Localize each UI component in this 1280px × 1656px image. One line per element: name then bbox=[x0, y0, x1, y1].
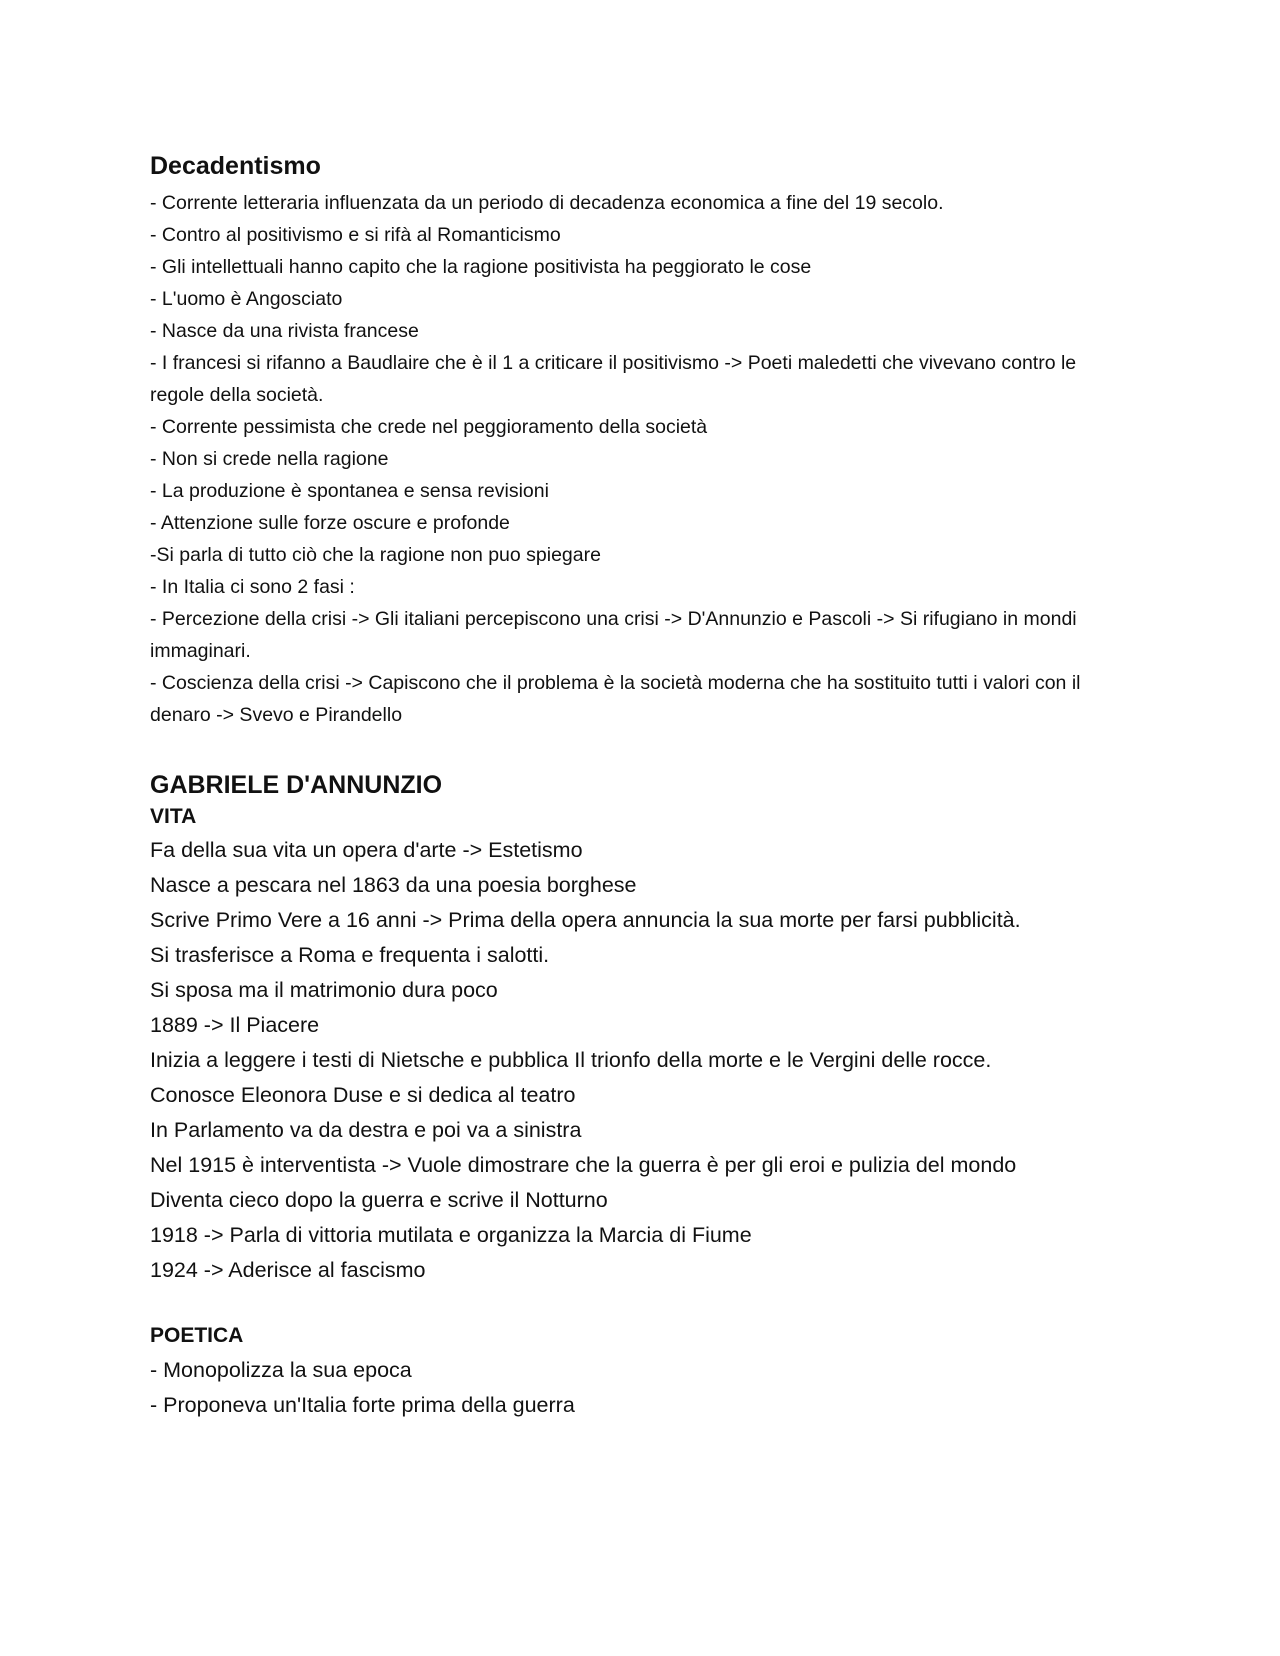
list-item: Scrive Primo Vere a 16 anni -> Prima della opera annuncia la sua morte per farsi pubblicità. bbox=[150, 908, 1021, 933]
section-title-dannunzio: GABRIELE D'ANNUNZIO bbox=[150, 770, 443, 799]
list-item: - I francesi si rifanno a Baudlaire che è il 1 a criticare il positivismo -> Poeti maledetti che vivevano contro le regole della società. bbox=[150, 351, 1077, 406]
list-item: - Non si crede nella ragione bbox=[150, 447, 389, 470]
section-title-decadentismo: Decadentismo bbox=[150, 152, 321, 180]
decadentismo-list bbox=[150, 187, 1130, 731]
list-item: Fa della sua vita un opera d'arte -> Estetismo bbox=[150, 838, 583, 863]
list-item: Diventa cieco dopo la guerra e scrive il Notturno bbox=[150, 1188, 608, 1213]
list-item: - La produzione è spontanea e sensa revisioni bbox=[150, 479, 549, 502]
list-item: 1924 -> Aderisce al fascismo bbox=[150, 1258, 426, 1283]
list-item: Si trasferisce a Roma e frequenta i salotti. bbox=[150, 943, 550, 968]
list-item: 1918 -> Parla di vittoria mutilata e organizza la Marcia di Fiume bbox=[150, 1223, 752, 1248]
list-item: - Coscienza della crisi -> Capiscono che il problema è la società moderna che ha sostituito tutti i valori con il denaro -> Svevo e Pirandello bbox=[150, 671, 1081, 726]
section-spacer bbox=[150, 1288, 1130, 1322]
list-item: - Percezione della crisi -> Gli italiani percepiscono una crisi -> D'Annunzio e Pascoli -> Si rifugiano in mondi immaginari. bbox=[150, 607, 1077, 662]
list-item: - Proponeva un'Italia forte prima della guerra bbox=[150, 1392, 575, 1417]
list-item: -Si parla di tutto ciò che la ragione non puo spiegare bbox=[150, 543, 601, 566]
vita-list bbox=[150, 833, 1130, 1288]
list-item: - Contro al positivismo e si rifà al Romanticismo bbox=[150, 223, 561, 246]
list-item: Si sposa ma il matrimonio dura poco bbox=[150, 978, 498, 1003]
subheading-poetica: POETICA bbox=[150, 1324, 244, 1348]
document-page bbox=[150, 150, 1130, 1423]
list-item: - Monopolizza la sua epoca bbox=[150, 1357, 412, 1382]
list-item: - L'uomo è Angosciato bbox=[150, 287, 343, 310]
list-item: - Nasce da una rivista francese bbox=[150, 319, 419, 342]
list-item: - Corrente letteraria influenzata da un periodo di decadenza economica a fine del 19 secolo. bbox=[150, 191, 944, 214]
list-item: - Gli intellettuali hanno capito che la ragione positivista ha peggiorato le cose bbox=[150, 255, 812, 278]
list-item: In Parlamento va da destra e poi va a sinistra bbox=[150, 1118, 582, 1143]
list-item: - Corrente pessimista che crede nel peggioramento della società bbox=[150, 415, 708, 438]
list-item: - Attenzione sulle forze oscure e profonde bbox=[150, 511, 510, 534]
subheading-vita: VITA bbox=[150, 805, 197, 828]
list-item: - In Italia ci sono 2 fasi : bbox=[150, 575, 355, 598]
list-item: Nasce a pescara nel 1863 da una poesia borghese bbox=[150, 873, 637, 898]
section-spacer bbox=[150, 731, 1130, 769]
list-item: 1889 -> Il Piacere bbox=[150, 1013, 320, 1038]
list-item: Nel 1915 è interventista -> Vuole dimostrare che la guerra è per gli eroi e pulizia del mondo bbox=[150, 1153, 1017, 1178]
list-item: Conosce Eleonora Duse e si dedica al teatro bbox=[150, 1083, 576, 1108]
list-item: Inizia a leggere i testi di Nietsche e pubblica Il trionfo della morte e le Vergini delle rocce. bbox=[150, 1048, 992, 1073]
poetica-list bbox=[150, 1353, 1130, 1423]
